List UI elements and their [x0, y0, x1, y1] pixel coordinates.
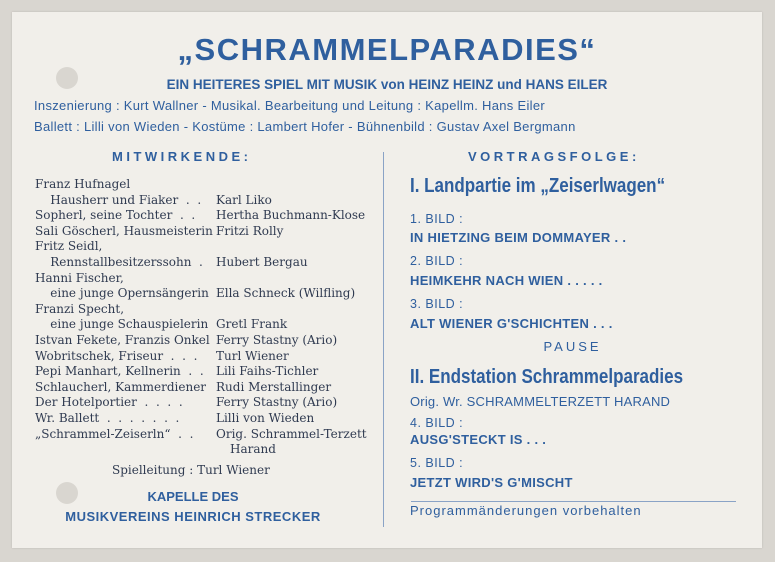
- kapelle-line-1: KAPELLE DES: [147, 489, 239, 504]
- cast-role: Fritz Seidl,: [35, 239, 103, 254]
- cast-role: „Schrammel-Zeiserln“ . .: [35, 426, 194, 441]
- cast-actor: Turl Wiener: [216, 348, 289, 363]
- cast-role: Schlaucherl, Kammerdiener: [35, 379, 207, 394]
- cast-actor: Lili Faihs-Tichler: [216, 364, 319, 379]
- cast-role: Der Hotelportier . . . .: [35, 395, 183, 410]
- cast-role: Sali Göscherl, Hausmeisterin: [35, 223, 213, 238]
- cast-actor: Harand: [230, 442, 276, 457]
- cast-actor: Orig. Schrammel-Terzett: [216, 426, 367, 441]
- program-heading: VORTRAGSFOLGE:: [468, 149, 640, 164]
- cast-actor: Fritzi Rolly: [216, 223, 284, 238]
- cast-heading: MITWIRKENDE:: [112, 149, 252, 164]
- footer-rule: [411, 501, 736, 502]
- cast-role: Franz Hufnagel: [35, 177, 131, 191]
- cast-actor: Ferry Stastny (Ario): [216, 333, 338, 347]
- cast-actor: Gretl Frank: [216, 317, 288, 332]
- cast-actor: Rudi Merstallinger: [216, 379, 332, 394]
- act-1-heading: I. Landpartie im „Zeiserlwagen“: [410, 175, 666, 197]
- cast-actor: Hertha Buchmann-Klose: [216, 208, 366, 223]
- cast-role: eine junge Opernsängerin: [35, 286, 209, 301]
- cast-role: Pepi Manhart, Kellnerin . .: [35, 364, 204, 379]
- kapelle-line-2: MUSIKVEREINS HEINRICH STRECKER: [65, 509, 321, 524]
- bild-1-label: 1. BILD :: [410, 212, 464, 226]
- cast-role: Rennstallbesitzerssohn .: [35, 255, 203, 269]
- bild-3-label: 3. BILD :: [410, 297, 464, 311]
- cast-actor: Karl Liko: [216, 192, 272, 207]
- cast-role: Istvan Fekete, Franzis Onkel: [35, 333, 210, 347]
- cast-role: Franzi Specht,: [35, 301, 125, 316]
- pause-label: PAUSE: [543, 339, 602, 354]
- bild-5-label: 5. BILD :: [410, 456, 464, 470]
- act-2-subtitle: Orig. Wr. SCHRAMMELTERZETT HARAND: [410, 394, 671, 409]
- footer-note: Programmänderungen vorbehalten: [410, 503, 642, 518]
- cast-actor: Hubert Bergau: [216, 255, 308, 269]
- bild-4-title: AUSG'STECKT IS . . .: [410, 432, 547, 447]
- column-divider: [383, 152, 384, 527]
- bild-4-label: 4. BILD :: [410, 416, 464, 430]
- bild-2-label: 2. BILD :: [410, 254, 464, 268]
- cast-role: Hausherr und Fiaker . .: [35, 192, 202, 207]
- credit-line-1: Inszenierung : Kurt Wallner - Musikal. Bearbeitung und Leitung : Kapellm. Hans Eiler: [34, 98, 546, 113]
- subtitle: EIN HEITERES SPIEL MIT MUSIK von HEINZ HEINZ und HANS EILER: [166, 77, 608, 92]
- cast-role: Hanni Fischer,: [35, 270, 124, 285]
- cast-role: Sopherl, seine Tochter . .: [35, 208, 196, 223]
- cast-actor: Ella Schneck (Wilfling): [216, 286, 356, 301]
- cast-actor: Lilli von Wieden: [216, 411, 315, 425]
- cast-role: eine junge Schauspielerin: [35, 317, 209, 332]
- cast-role: Wr. Ballett . . . . . . .: [35, 411, 180, 425]
- act-2-heading: II. Endstation Schrammelparadies: [410, 366, 684, 388]
- bild-1-title: IN HIETZING BEIM DOMMAYER . .: [410, 230, 627, 245]
- spielleitung: Spielleitung : Turl Wiener: [112, 463, 270, 477]
- bild-2-title: HEIMKEHR NACH WIEN . . . . .: [410, 273, 603, 288]
- bild-3-title: ALT WIENER G'SCHICHTEN . . .: [410, 316, 613, 331]
- bild-5-title: JETZT WIRD'S G'MISCHT: [410, 475, 573, 490]
- credit-line-2: Ballett : Lilli von Wieden - Kostüme : Lambert Hofer - Bühnenbild : Gustav Axel Bergmann: [34, 119, 576, 134]
- page-title: „SCHRAMMELPARADIES“: [177, 32, 597, 67]
- program-card: [12, 12, 762, 548]
- cast-role: Wobritschek, Friseur . . .: [35, 348, 198, 363]
- cast-actor: Ferry Stastny (Ario): [216, 395, 338, 410]
